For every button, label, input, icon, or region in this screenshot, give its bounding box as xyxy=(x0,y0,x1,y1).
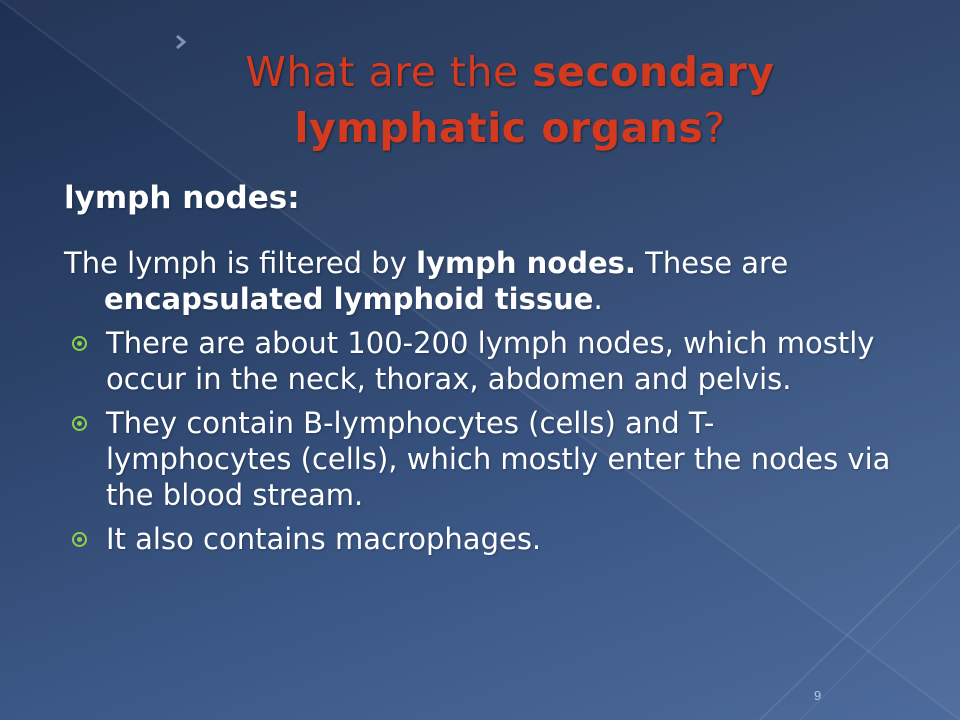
title-bold-part2: lymphatic organs xyxy=(294,104,704,152)
bullet-item xyxy=(64,405,894,513)
circle-dot-icon xyxy=(72,336,87,351)
intro-text-1: The lymph is filtered by xyxy=(64,246,417,280)
title-text-part2: ? xyxy=(703,104,726,152)
bullet-item xyxy=(64,521,894,557)
circle-dot-icon xyxy=(72,532,87,547)
intro-bold-2: encapsulated lymphoid tissue xyxy=(104,282,594,316)
slide-title xyxy=(160,44,860,156)
title-text-part1: What are the xyxy=(245,48,533,96)
bullet-item xyxy=(64,325,894,397)
bullet-list xyxy=(64,325,894,557)
page-number: 9 xyxy=(814,688,822,703)
circle-dot-icon xyxy=(72,416,87,431)
intro-bold-1: lymph nodes. xyxy=(416,246,636,280)
intro-text-3: . xyxy=(593,282,603,316)
body-content xyxy=(64,245,894,565)
title-bold-part1: secondary xyxy=(532,48,775,96)
bullet-text: It also contains macrophages. xyxy=(106,522,542,556)
intro-paragraph xyxy=(64,245,894,317)
bullet-text: There are about 100-200 lymph nodes, which mostly occur in the neck, thorax, abdomen and pelvis. xyxy=(106,326,875,396)
intro-text-2: These are xyxy=(635,246,789,280)
bullet-text: They contain B-lymphocytes (cells) and T-lymphocytes (cells), which mostly enter the nodes via the blood stream. xyxy=(106,406,891,512)
section-heading: lymph nodes: xyxy=(64,180,300,216)
